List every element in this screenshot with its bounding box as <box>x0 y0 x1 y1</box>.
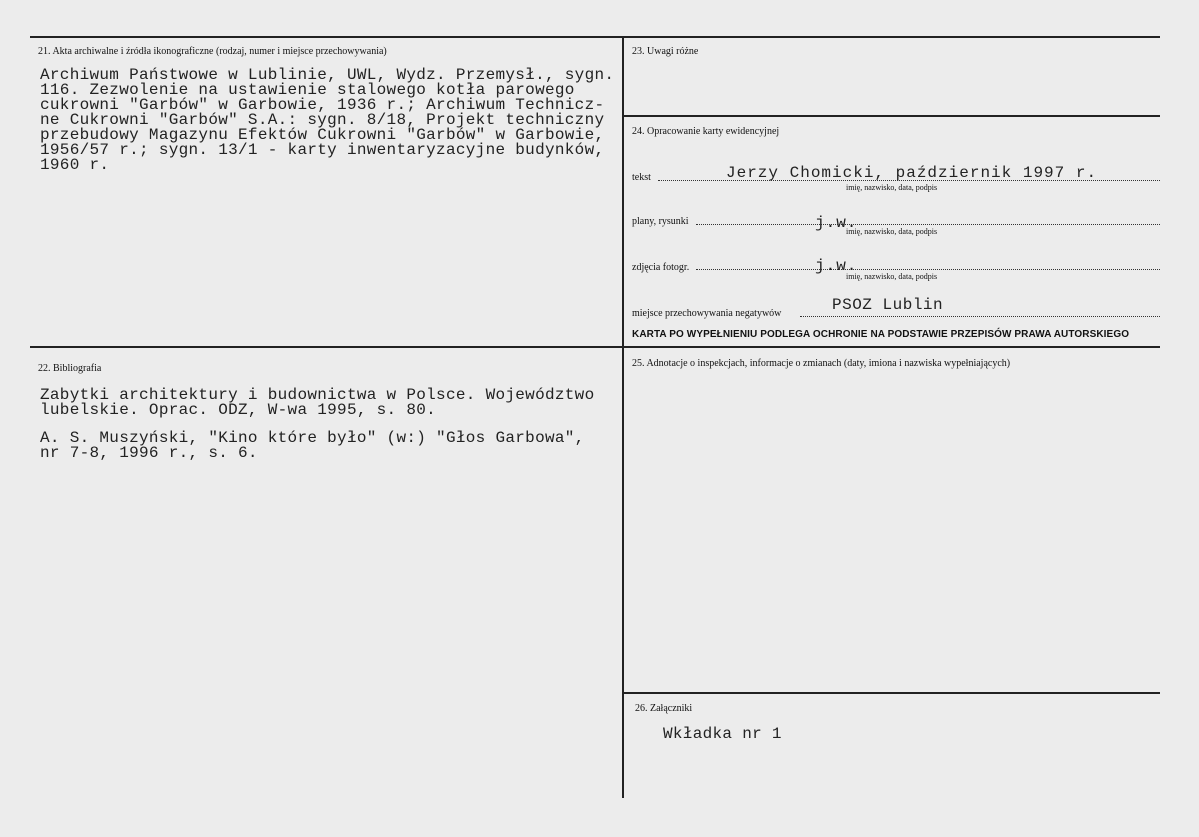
plans-author-hint: imię, nazwisko, data, podpis <box>846 227 938 236</box>
section-23-label: 23. Uwagi różne <box>632 46 699 57</box>
section-21-label: 21. Akta archiwalne i źródła ikonograficzne (rodzaj, numer i miejsce przechowywania) <box>38 46 387 57</box>
photos-author-label: zdjęcia fotogr. <box>632 262 690 273</box>
photos-author-hint: imię, nazwisko, data, podpis <box>846 272 938 281</box>
negatives-location-value: PSOZ Lublin <box>832 296 944 314</box>
section-24-label: 24. Opracowanie karty ewidencyjnej <box>632 126 780 137</box>
photos-author-dotted-line <box>696 269 1160 270</box>
bibliography-entry-1: Zabytki architektury i budownictwa w Polsce. Województwo lubelskie. Oprac. ODZ, W-wa 1995, s. 80. <box>40 386 595 419</box>
photos-author-value: j.w. <box>815 257 858 275</box>
section-26-label: 26. Załączniki <box>635 703 693 714</box>
text-author-hint: imię, nazwisko, data, podpis <box>846 183 938 192</box>
attachments-text: Wkładka nr 1 <box>663 725 782 743</box>
plans-author-value: j.w. <box>815 214 858 232</box>
text-author-value: Jerzy Chomicki, październik 1997 r. <box>726 164 1098 182</box>
plans-author-label: plany, rysunki <box>632 216 689 227</box>
middle-border-line <box>30 346 1160 348</box>
section-23-24-divider <box>622 115 1160 117</box>
text-author-label: tekst <box>632 172 651 183</box>
center-divider-line <box>622 36 624 798</box>
section-25-label: 25. Adnotacje o inspekcjach, informacje o zmianach (daty, imiona i nazwiska wypełniających) <box>632 358 1011 369</box>
section-22-label: 22. Bibliografia <box>38 363 102 374</box>
section-21-text: Archiwum Państwowe w Lublinie, UWL, Wydz. Przemysł., sygn. 116. Zezwolenie na ustawienie stalowego kotła parowego cukrowni "Garbów" w Garbowie, 1936 r.; Archiwum Technicz- ne Cukrowni "Garbów" S.A.: sygn. 8/18, Projekt techniczny przebudowy Magazynu Efektów Cukrowni "Garbów" w Garbowie, 1956/57 r.; sygn. 13/1 - karty inwentaryzacyjne budynków, 1960 r. <box>40 66 615 174</box>
section-25-26-divider <box>622 692 1160 694</box>
copyright-notice: KARTA PO WYPEŁNIENIU PODLEGA OCHRONIE NA PODSTAWIE PRZEPISÓW PRAWA AUTORSKIEGO <box>632 329 1130 340</box>
negatives-location-label: miejsce przechowywania negatywów <box>632 308 782 319</box>
top-border-line <box>30 36 1160 38</box>
negatives-location-dotted-line <box>800 316 1160 317</box>
bibliography-entry-2: A. S. Muszyński, "Kino które było" (w:) "Głos Garbowa", nr 7-8, 1996 r., s. 6. <box>40 429 585 462</box>
plans-author-dotted-line <box>696 224 1160 225</box>
